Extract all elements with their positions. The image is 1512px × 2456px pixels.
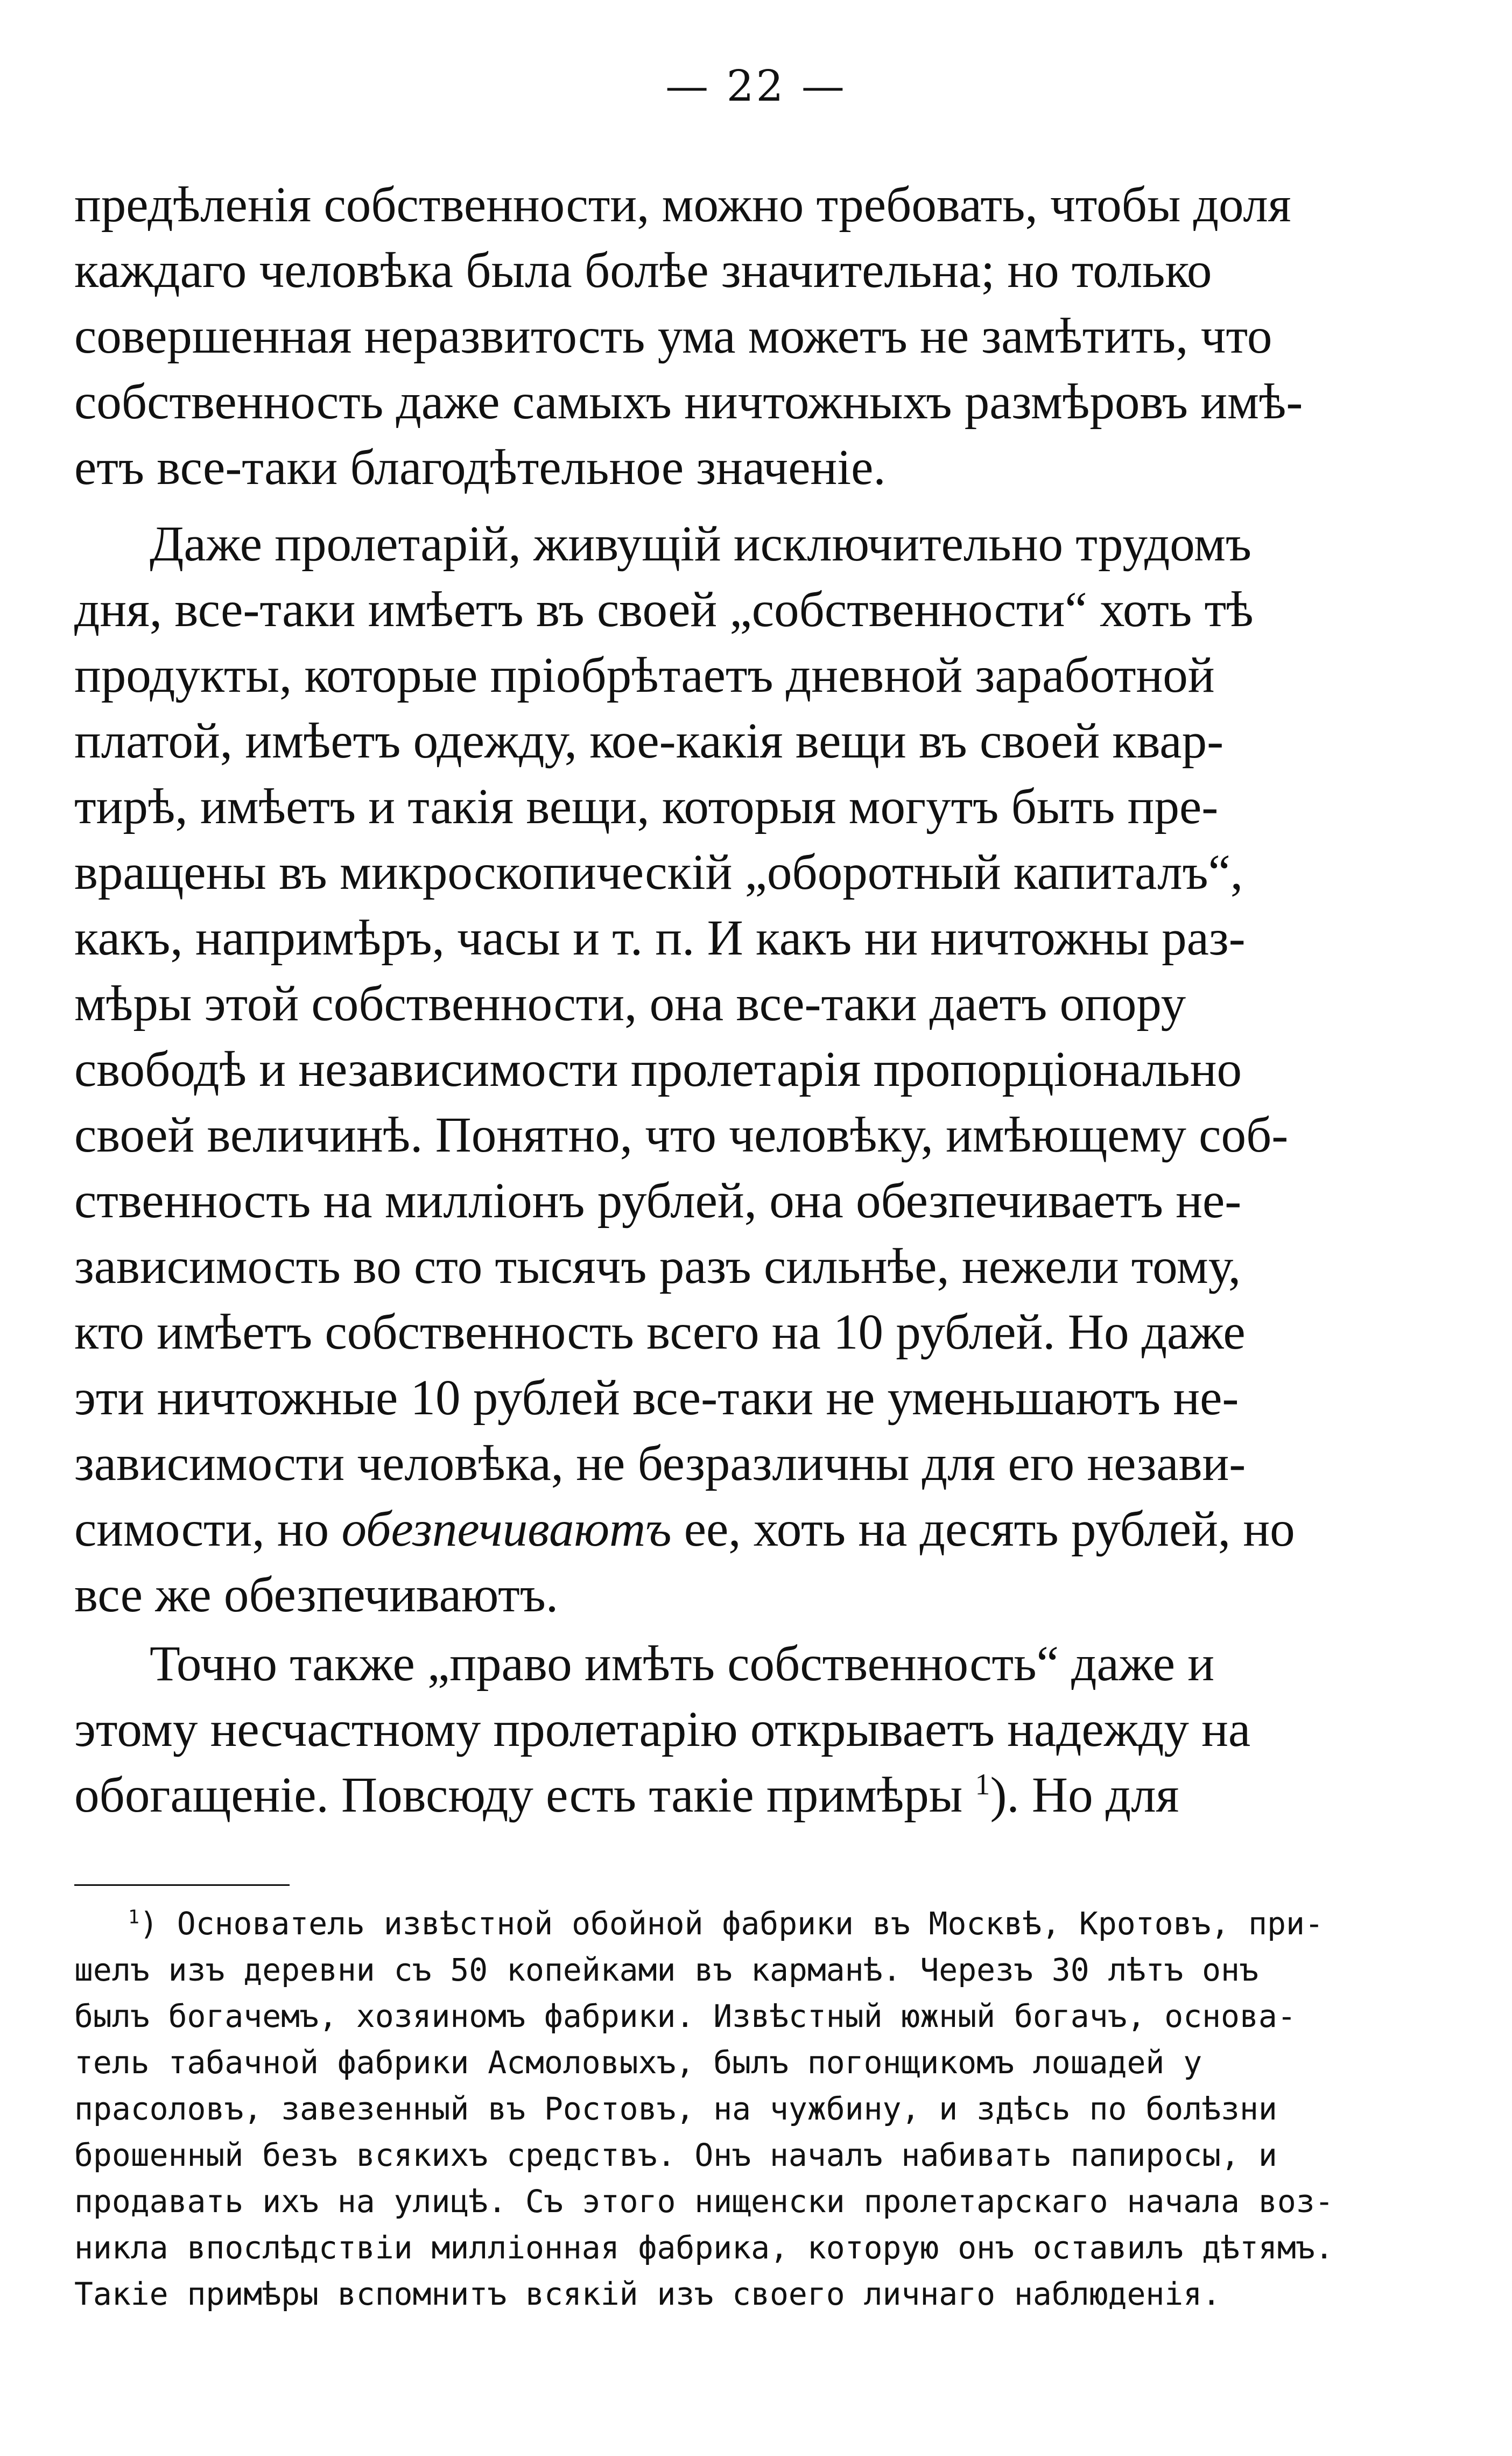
text-line: ственность на милліонъ рублей, она обезпечиваетъ не-	[74, 1173, 1242, 1229]
footnote-line: никла впослѣдствіи милліонная фабрика, которую онъ оставилъ дѣтямъ.	[74, 2229, 1334, 2266]
text-line: вращены въ микроскопическій „оборотный капиталъ“,	[74, 845, 1243, 900]
text-run: симости, но	[74, 1501, 342, 1557]
paragraph-2	[74, 511, 1431, 1628]
text-run: обогащеніе. Повсюду есть такіе примѣры	[74, 1767, 963, 1823]
text-line: своей величинѣ. Понятно, что человѣку, имѣющему соб-	[74, 1107, 1289, 1163]
text-run: ее, хоть на десять рублей, но	[671, 1501, 1295, 1557]
text-line: какъ, напримѣръ, часы и т. п. И какъ ни ничтожны раз-	[74, 910, 1246, 966]
footnote-line: прасоловъ, завезенный въ Ростовъ, на чужбину, и здѣсь по болѣзни	[74, 2090, 1277, 2127]
page-number: — 22 —	[665, 61, 847, 111]
text-line: платой, имѣетъ одежду, кое-какія вещи въ своей квар-	[74, 713, 1224, 769]
paragraph-3	[74, 1631, 1431, 1828]
footnote-line: брошенный безъ всякихъ средствъ. Онъ началъ набивать папиросы, и	[74, 2137, 1277, 2173]
footnote-reference[interactable]: 1	[975, 1768, 990, 1801]
text-line: Точно также „право имѣть собственность“ даже и	[150, 1636, 1215, 1692]
text-line: мѣры этой собственности, она все-таки даетъ опору	[74, 976, 1186, 1031]
text-line: каждаго человѣка была болѣе значительна; но только	[74, 243, 1212, 298]
text-line: зависимости человѣка, не безразличны для его незави-	[74, 1436, 1246, 1491]
footnote-line: Такіе примѣры вспомнитъ всякій изъ своего личнаго наблюденія.	[74, 2276, 1221, 2312]
text-line-with-emphasis	[74, 1497, 1431, 1562]
text-line: предѣленія собственности, можно требовать, чтобы доля	[74, 177, 1291, 233]
footnote-first-line	[74, 1900, 1431, 1947]
text-line: зависимость во сто тысячъ разъ сильнѣе, нежели тому,	[74, 1239, 1241, 1294]
footnote-marker: 1	[128, 1906, 139, 1928]
text-line: кто имѣетъ собственность всего на 10 рублей. Но даже	[74, 1304, 1246, 1360]
footnote-1	[74, 1900, 1431, 2317]
footnote-divider	[74, 1884, 290, 1886]
footnote-line: тель табачной фабрики Асмоловыхъ, былъ погонщикомъ лошадей у	[74, 2044, 1202, 2081]
text-line: эти ничтожные 10 рублей все-таки не уменьшаютъ не-	[74, 1370, 1239, 1426]
text-line: собственность даже самыхъ ничтожныхъ размѣровъ имѣ-	[74, 374, 1303, 430]
footnote-line: былъ богачемъ, хозяиномъ фабрики. Извѣстный южный богачъ, основа-	[74, 1998, 1296, 2034]
footnote-line: продавать ихъ на улицѣ. Съ этого нищенски пролетарскаго начала воз-	[74, 2183, 1334, 2220]
text-line: этому несчастному пролетарію открываетъ надежду на	[74, 1702, 1251, 1757]
text-line: Даже пролетарій, живущій исключительно трудомъ	[150, 516, 1251, 572]
text-run: ) Основатель извѣстной обойной фабрики въ Москвѣ, Кротовъ, при-	[139, 1905, 1324, 1942]
text-run: ). Но для	[990, 1767, 1179, 1823]
text-line: тирѣ, имѣетъ и такія вещи, которыя могутъ быть пре-	[74, 779, 1219, 834]
text-line: етъ все-таки благодѣтельное значеніе.	[74, 440, 886, 495]
text-line: все же обезпечиваютъ.	[74, 1567, 559, 1623]
text-line: совершенная неразвитость ума можетъ не замѣтить, что	[74, 308, 1272, 364]
paragraph-1	[74, 172, 1431, 501]
text-line: дня, все-таки имѣетъ въ своей „собственности“ хоть тѣ	[74, 582, 1254, 637]
text-line-with-footnote-ref	[74, 1763, 1431, 1828]
emphasized-word: обезпечиваютъ	[341, 1501, 672, 1557]
text-line: продукты, которые пріобрѣтаетъ дневной заработной	[74, 648, 1215, 703]
text-line: свободѣ и независимости пролетарія пропорціонально	[74, 1042, 1242, 1097]
footnote-line: шелъ изъ деревни съ 50 копейками въ карманѣ. Черезъ 30 лѣтъ онъ	[74, 1952, 1258, 1988]
